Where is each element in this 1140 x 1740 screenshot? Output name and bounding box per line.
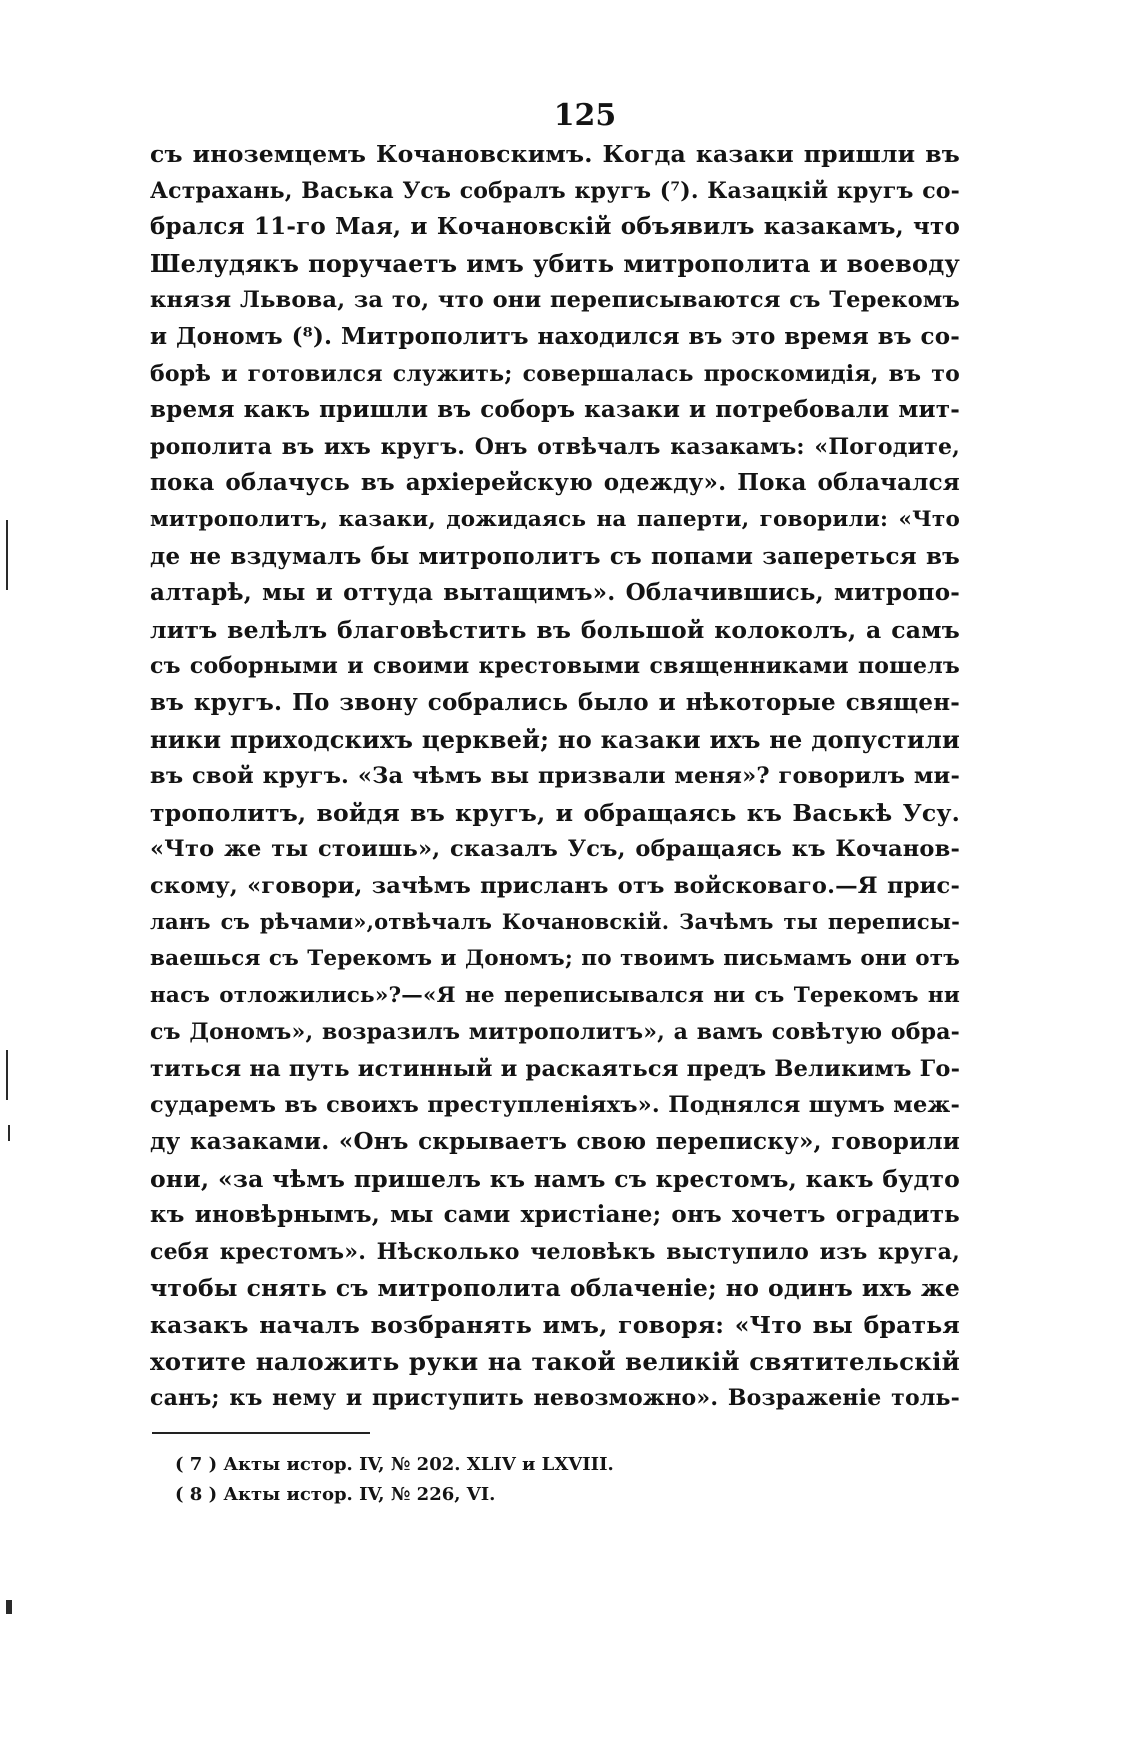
text-line: Шелудякъ поручаетъ имъ убить митрополита и воеводу — [150, 248, 960, 278]
text-line: алтарѣ, мы и оттуда вытащимъ». Облачившись, митропо- — [150, 579, 960, 607]
text-line: титься на путь истинный и раскаяться предъ Великимъ Го- — [150, 1055, 961, 1082]
body-text — [150, 136, 960, 1417]
scan-mark — [8, 1125, 10, 1141]
text-line: Астрахань, Васька Усъ собралъ кругъ (⁷). Казацкій кругъ со- — [150, 177, 960, 204]
text-line: казакъ началъ возбранять имъ, говоря: «Что вы братья — [150, 1311, 960, 1339]
text-line: ваешься съ Терекомъ и Дономъ; по твоимъ письмамъ они отъ — [150, 946, 960, 972]
text-line: князя Львова, за то, что они переписываются съ Терекомъ — [150, 287, 960, 314]
text-line: они, «за чѣмъ пришелъ къ намъ съ крестомъ, какъ будто — [150, 1164, 960, 1193]
text-line: скому, «говори, зачѣмъ присланъ отъ войсковаго.—Я прис- — [150, 872, 960, 899]
text-line: себя крестомъ». Нѣсколько человѣкъ выступило изъ круга, — [150, 1238, 960, 1265]
text-line: съ Дономъ», возразилъ митрополитъ», а вамъ совѣтую обра- — [150, 1019, 960, 1046]
scan-mark — [6, 1600, 12, 1614]
footnote: ( 8 ) Акты истор. IV, № 226, VI. — [175, 1484, 496, 1505]
text-line: брался 11-го Мая, и Кочановскій объявилъ казакамъ, что — [150, 213, 960, 241]
text-line: ники приходскихъ церквей; но казаки ихъ не допустили — [150, 724, 960, 754]
text-line: къ иновѣрнымъ, мы сами христіане; онъ хочетъ оградить — [150, 1201, 960, 1229]
text-line: чтобы снять съ митрополита облаченіе; но одинъ ихъ же — [150, 1274, 960, 1303]
text-line: ду казаками. «Онъ скрываетъ свою переписку», говорили — [150, 1128, 960, 1156]
text-line: съ иноземцемъ Кочановскимъ. Когда казаки пришли въ — [150, 140, 960, 168]
text-line: время какъ пришли въ соборъ казаки и потребовали мит- — [150, 396, 960, 424]
text-line: съ соборными и своими крестовыми священниками пошелъ — [150, 653, 960, 680]
footnote-separator — [152, 1432, 370, 1434]
scan-mark — [6, 1050, 8, 1100]
scan-mark — [6, 520, 8, 590]
footnotes — [175, 1450, 775, 1510]
text-line: пока облачусь въ архіерейскую одежду». Пока облачался — [150, 469, 960, 497]
text-line: борѣ и готовился служить; совершалась проскомидія, въ то — [150, 360, 960, 387]
text-line: трополитъ, войдя въ кругъ, и обращаясь къ Васькѣ Усу. — [150, 798, 960, 827]
text-line: сударемъ въ своихъ преступленіяхъ». Поднялся шумъ меж- — [150, 1092, 960, 1119]
text-line: рополита въ ихъ кругъ. Онъ отвѣчалъ казакамъ: «Погодите, — [150, 433, 960, 460]
text-line: санъ; къ нему и приступить невозможно». Возраженіе толь- — [150, 1385, 960, 1412]
text-line: литъ велѣлъ благовѣстить въ большой колоколъ, а самъ — [150, 615, 960, 644]
text-line: хотите наложить руки на такой великій святительскій — [150, 1346, 960, 1376]
footnote: ( 7 ) Акты истор. IV, № 202. XLIV и LXVIII. — [175, 1454, 614, 1475]
text-line: въ кругъ. По звону собрались было и нѣкоторые священ- — [150, 688, 960, 716]
text-line: де не вздумалъ бы митрополитъ съ попами запереться въ — [150, 542, 960, 570]
text-line: «Что же ты стоишь», сказалъ Усъ, обращаясь къ Кочанов- — [150, 836, 960, 863]
text-line: насъ отложились»?—«Я не переписывался ни съ Терекомъ ни — [150, 982, 960, 1008]
page-number: 125 — [553, 98, 617, 133]
text-line: митрополитъ, казаки, дожидаясь на паперти, говорили: «Что — [150, 506, 960, 532]
text-line: и Дономъ (⁸). Митрополитъ находился въ это время въ со- — [150, 322, 960, 350]
text-line: въ свой кругъ. «За чѣмъ вы призвали меня»? говорилъ ми- — [150, 763, 960, 790]
text-line: ланъ съ рѣчами»,отвѣчалъ Кочановскій. Зачѣмъ ты переписы- — [150, 909, 960, 935]
